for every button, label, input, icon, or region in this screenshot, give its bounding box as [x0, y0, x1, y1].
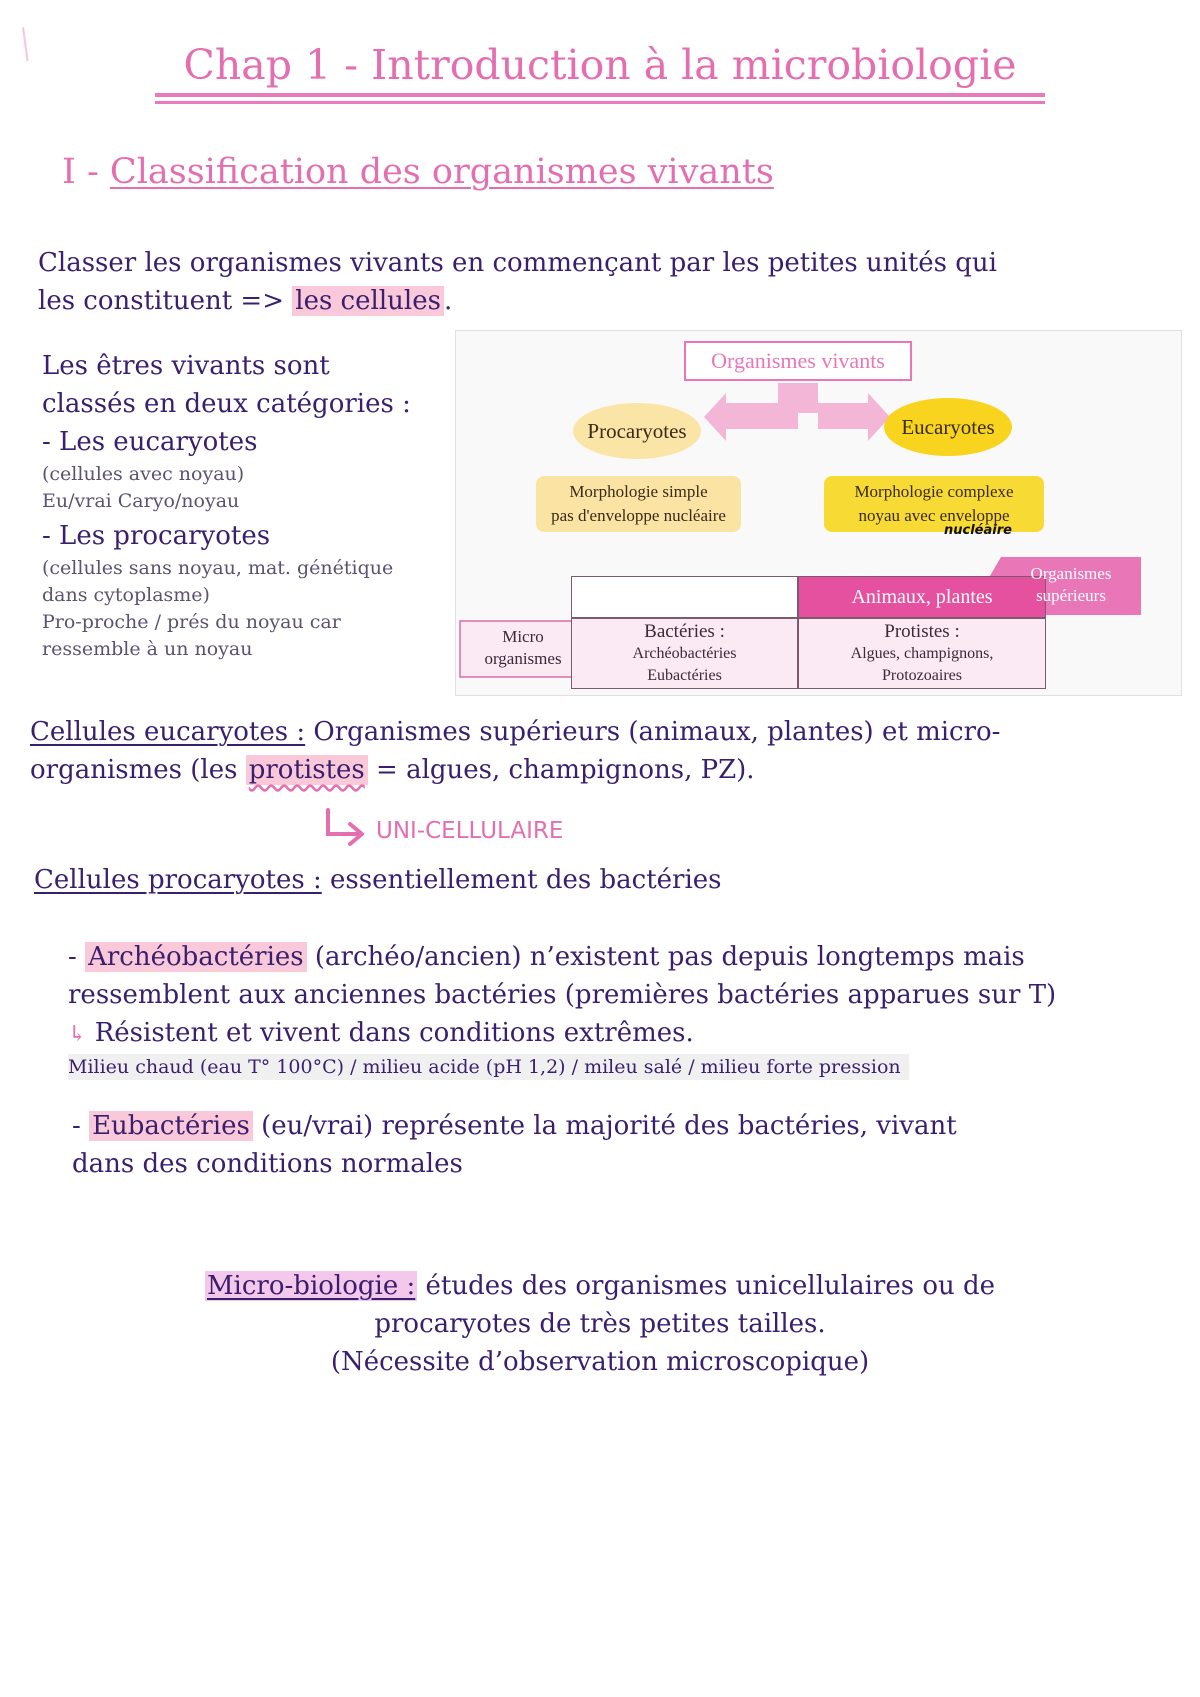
superieurs-line-1: Organismes — [1030, 564, 1112, 583]
procaryotes-paragraph — [34, 861, 722, 899]
intro-paragraph — [38, 244, 997, 320]
diagram-eucaryotes-ellipse: Eucaryotes — [884, 398, 1012, 456]
intro-line-2-text: les constituent => — [38, 286, 284, 316]
bacteries-archeo: Archéobactéries — [632, 645, 737, 662]
eucaryotes-text-1: Organismes supérieurs (animaux, plantes) et micro- — [305, 717, 1001, 747]
diagram-root-box: Organismes vivants — [684, 341, 912, 381]
procaryotes-note-4: ressemble à un noyau — [42, 638, 253, 660]
archeo-line-1 — [68, 938, 1056, 976]
diagram-morph-simple-box — [536, 476, 741, 532]
uni-cellulaire-arrow-icon — [322, 808, 370, 848]
split-arrow-icon — [704, 383, 890, 441]
procaryotes-text: essentiellement des bactéries — [321, 865, 722, 895]
protistes-line-2: Protozoaires — [882, 667, 962, 684]
eucaryotes-line-2 — [30, 751, 1000, 789]
procaryotes-label: Cellules procaryotes : — [34, 865, 322, 895]
uni-cellulaire-label: UNI-CELLULAIRE — [376, 818, 564, 844]
title-underline — [155, 93, 1045, 97]
page-title: Chap 1 - Introduction à la microbiologie — [183, 41, 1017, 89]
eubact-line-2: dans des conditions normales — [72, 1149, 463, 1179]
procaryotes-item: - Les procaryotes — [42, 521, 271, 551]
microbiologie-line-3: (Nécessite d’observation microscopique) — [330, 1347, 870, 1377]
section-title: Classification des organismes vivants — [109, 152, 774, 192]
diagram-procaryotes-ellipse: Procaryotes — [573, 403, 701, 459]
eucaryotes-label: Cellules eucaryotes : — [30, 717, 306, 747]
bacteries-title: Bactéries : — [644, 621, 725, 642]
superieurs-line-2: supérieurs — [1036, 586, 1106, 605]
micro-line-1: Micro — [502, 627, 544, 646]
archeo-line-2: ressemblent aux anciennes bactéries (premières bactéries apparues sur T) — [68, 980, 1057, 1010]
procaryotes-note-2: dans cytoplasme) — [42, 584, 210, 606]
archeo-text-3: Résistent et vivent dans conditions extrêmes. — [86, 1018, 694, 1048]
microbiologie-line-2: procaryotes de très petites tailles. — [374, 1309, 826, 1339]
archeo-dash: - — [68, 942, 86, 972]
eucaryotes-line-1 — [30, 713, 1000, 751]
morph-simple-line-2: pas d'enveloppe nucléaire — [551, 506, 726, 525]
eubact-line-1 — [72, 1107, 957, 1145]
highlight-eubacteries: Eubactéries — [89, 1111, 253, 1141]
micro-line-2: organismes — [484, 649, 562, 668]
diagram-micro-label — [460, 626, 586, 670]
microbiologie-text-1: études des organismes unicellulaires ou de — [417, 1271, 996, 1301]
table-cell-protistes — [798, 618, 1046, 689]
classification-diagram — [455, 330, 1182, 696]
intro-period: . — [443, 286, 453, 316]
eucaryotes-text-2-post: = algues, champignons, PZ). — [367, 755, 755, 785]
pen-mark-decoration: ╱ — [10, 28, 41, 62]
archeo-arrow-icon: ↳ — [68, 1022, 87, 1047]
eucaryotes-item: - Les eucaryotes — [42, 427, 258, 457]
archeo-line-3 — [68, 1014, 1056, 1054]
diagram-table — [571, 576, 1046, 689]
morph-complex-line-1: Morphologie complexe — [854, 482, 1014, 501]
highlight-protistes: protistes — [246, 755, 368, 785]
eucaryotes-note-1: (cellules avec noyau) — [42, 463, 245, 485]
categories-list — [42, 347, 411, 663]
categories-intro-2: classés en deux catégories : — [42, 389, 411, 419]
table-cell-bacteries — [571, 618, 798, 689]
table-cell-animaux-plantes: Animaux, plantes — [798, 576, 1046, 618]
eubact-dash: - — [72, 1111, 90, 1141]
procaryotes-note-1: (cellules sans noyau, mat. génétique — [42, 557, 394, 579]
handwritten-nucleaire: nucléaire — [944, 523, 1012, 538]
title-underline-second — [155, 101, 1045, 104]
microbiologie-line-1 — [0, 1267, 1200, 1305]
section-heading — [62, 152, 774, 192]
eubacteries-block — [72, 1107, 957, 1183]
microbiologie-label: Micro-biologie : — [206, 1271, 416, 1301]
morph-complex-line-2: noyau avec enveloppe — [858, 506, 1010, 525]
archeo-extreme-conditions-note: Milieu chaud (eau T° 100°C) / milieu acide (pH 1,2) / mileu salé / milieu forte pression — [68, 1054, 909, 1080]
highlight-archeobacteries: Archéobactéries — [85, 942, 307, 972]
table-cell-empty — [571, 576, 798, 618]
archeo-text-1: (archéo/ancien) n’existent pas depuis longtemps mais — [306, 942, 1025, 972]
eucaryotes-text-2-pre: organismes (les — [30, 755, 246, 785]
eubact-text-1: (eu/vrai) représente la majorité des bactéries, vivant — [252, 1111, 957, 1141]
protistes-title: Protistes : — [884, 621, 960, 642]
morph-simple-line-1: Morphologie simple — [569, 482, 708, 501]
intro-line-1: Classer les organismes vivants en commençant par les petites unités qui — [38, 248, 997, 278]
categories-intro-1: Les êtres vivants sont — [42, 351, 330, 381]
section-number: I - — [62, 152, 99, 192]
intro-line-2 — [38, 282, 997, 320]
protistes-line-1: Algues, champignons, — [850, 645, 994, 662]
procaryotes-note-3: Pro-proche / prés du noyau car — [42, 611, 341, 633]
bacteries-eu: Eubactéries — [647, 667, 722, 684]
eucaryotes-paragraph — [30, 713, 1000, 789]
archeobacteries-block — [68, 938, 1056, 1080]
diagram-superieurs-label — [1001, 563, 1141, 607]
highlight-les-cellules: les cellules — [292, 286, 444, 316]
eucaryotes-note-2: Eu/vrai Caryo/noyau — [42, 490, 240, 512]
